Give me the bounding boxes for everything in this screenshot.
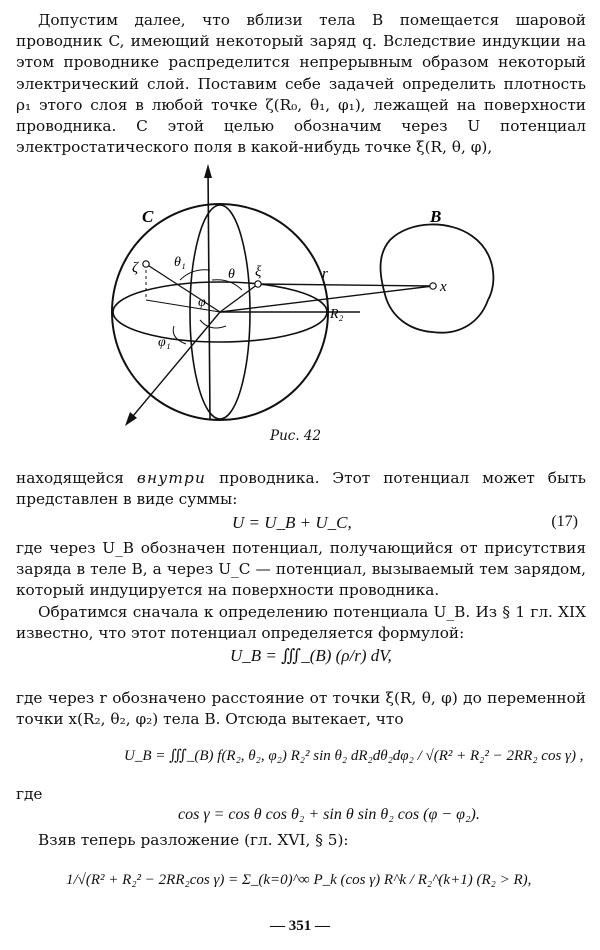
cos-gamma-equation: cos γ = cos θ cos θ₂ + sin θ sin θ₂ cos (φ − φ₂). — [178, 806, 480, 823]
where-ub-paragraph: где через U_B обозначен потенциал, получающийся от присутствия заряда в теле B, а через U_C — потенциал, вызываемый тем зарядом, который индуцируется на поверхности проводника. — [16, 539, 586, 600]
expansion-paragraph: Взяв теперь разложение (гл. XVI, § 5): — [38, 831, 349, 849]
label-theta1: θ₁ — [174, 255, 186, 270]
label-r: r — [322, 266, 328, 282]
label-C: C — [142, 207, 154, 226]
label-zeta: ζ — [132, 260, 139, 276]
where-r-paragraph: где через r обозначено расстояние от точки ξ(R, θ, φ) до переменной точки x(R₂, θ₂, φ₂) тела B. Отсюда вытекает, что — [16, 689, 586, 729]
after-figure-text-a: находящейся — [16, 469, 124, 487]
label-theta: θ — [228, 267, 235, 282]
expansion-equation: 1/√(R² + R₂² − 2RR₂cos γ) = Σ_(k=0)^∞ P_k (cos γ) R^k / R₂^(k+1) (R₂ > R), — [66, 872, 532, 888]
label-x: x — [440, 279, 447, 295]
equation-17: U = U_B + U_C, — [232, 513, 352, 532]
vertical-axis — [208, 168, 210, 420]
label-phi: φ — [198, 295, 206, 310]
equation-17-number: (17) — [551, 513, 578, 530]
body-B-outline — [381, 224, 494, 332]
diagonal-axis — [128, 312, 220, 422]
point-zeta — [143, 261, 149, 267]
figure-42 — [100, 160, 500, 450]
point-x — [430, 283, 436, 289]
label-B: B — [430, 207, 442, 226]
after-figure-paragraph — [16, 468, 586, 510]
label-phi1: φ₁ — [158, 335, 171, 350]
point-xi — [255, 281, 261, 287]
page-number: — 351 — — [270, 918, 330, 934]
label-R2: R₂ — [330, 307, 344, 322]
phi1-arc — [173, 326, 186, 344]
after-figure-emphasis: внутри — [136, 469, 207, 487]
label-xi: ξ — [255, 264, 262, 280]
axis-arrowhead-up — [204, 164, 212, 178]
where-short: где — [16, 785, 43, 803]
ub-full-equation: U_B = ∭_(B) f(R₂, θ₂, φ₂) R₂² sin θ₂ dR₂dθ₂dφ₂ / √(R² + R₂² − 2RR₂ cos γ) , — [124, 748, 584, 764]
after-figure-text-b: проводника. Этот потенциал может быть представлен в виде суммы: — [16, 469, 586, 509]
distance-r-line — [258, 284, 433, 286]
ub-integral-equation: U_B = ∭_(B) (ρ/r) dV, — [230, 646, 392, 665]
figure-caption: Рис. 42 — [270, 428, 322, 444]
first-turn-paragraph: Обратимся сначала к определению потенциала U_B. Из § 1 гл. XIX известно, что этот потенциал определяется формулой: — [16, 603, 586, 643]
theta1-arc — [180, 270, 210, 280]
intro-paragraph: Допустим далее, что вблизи тела B помещается шаровой проводник C, имеющий некоторый заряд q. Вследствие индукции на этом проводнике распределится непрерывным образом некоторый электрический слой. Поставим себе задачей определить плотность ρ₁ этого слоя в любой точке ζ(R₀, θ₁, φ₁), лежащей на поверхности проводника. С этой целью обозначим через U потенциал электростатического поля в какой-нибудь точке ξ(R, θ, φ), — [16, 11, 586, 157]
